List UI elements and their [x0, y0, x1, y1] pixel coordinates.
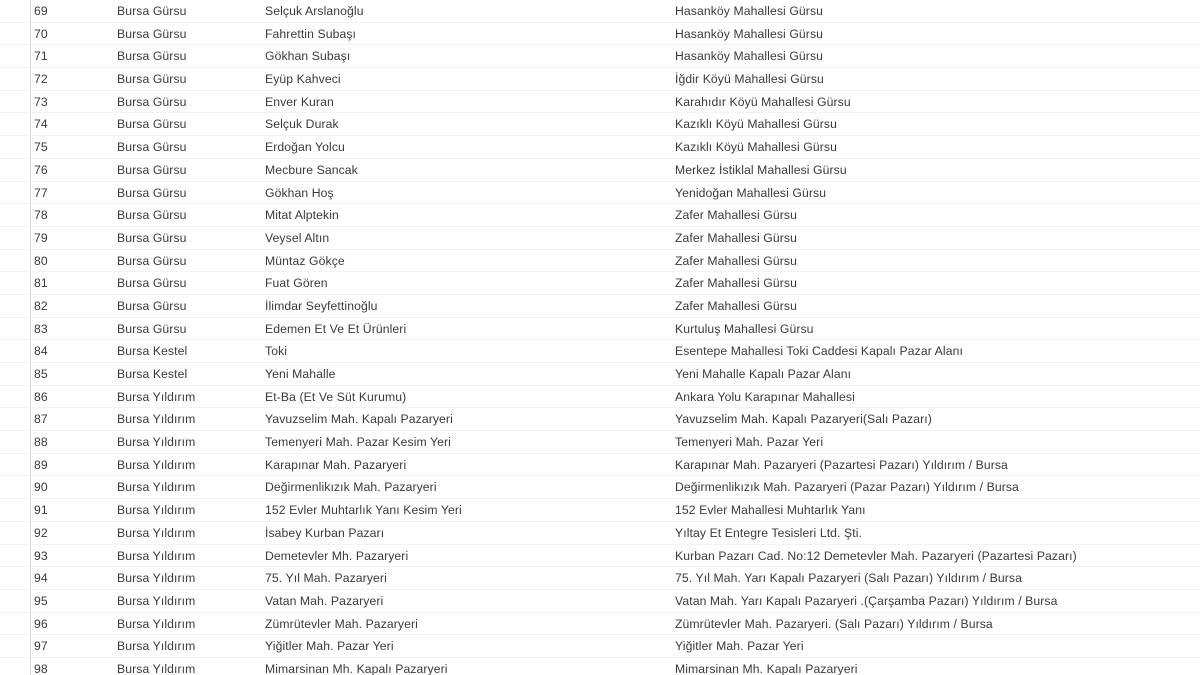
row-address-cell: Zafer Mahallesi Gürsu	[675, 208, 797, 223]
row-name-cell: Erdoğan Yolcu	[265, 140, 345, 155]
table-row	[0, 386, 1200, 409]
row-city-cell: Bursa Gürsu	[117, 276, 187, 291]
row-address-cell: Yıltay Et Entegre Tesisleri Ltd. Şti.	[675, 525, 863, 540]
row-address-cell: Karapınar Mah. Pazaryeri (Pazartesi Pazarı) Yıldırım / Bursa	[675, 457, 1008, 472]
table-row	[0, 363, 1200, 386]
row-number-cell: 96	[34, 616, 48, 631]
row-address-cell: Vatan Mah. Yarı Kapalı Pazaryeri .(Çarşamba Pazarı) Yıldırım / Bursa	[675, 593, 1058, 608]
row-city-cell: Bursa Yıldırım	[117, 571, 196, 586]
table-row	[0, 408, 1200, 431]
row-city-cell: Bursa Gürsu	[117, 230, 187, 245]
row-city-cell: Bursa Gürsu	[117, 253, 187, 268]
row-address-cell: Kurban Pazarı Cad. No:12 Demetevler Mah. Pazaryeri (Pazartesi Pazarı)	[675, 548, 1077, 563]
table-row	[0, 318, 1200, 341]
row-number-cell: 82	[34, 298, 48, 313]
row-city-cell: Bursa Gürsu	[117, 94, 187, 109]
row-address-cell: Yiğitler Mah. Pazar Yeri	[675, 639, 804, 654]
table-row	[0, 182, 1200, 205]
row-number-cell: 98	[34, 661, 48, 675]
row-number-cell: 95	[34, 593, 48, 608]
row-number-cell: 75	[34, 140, 48, 155]
table-row	[0, 45, 1200, 68]
table-row	[0, 91, 1200, 114]
row-number-cell: 69	[34, 4, 48, 18]
row-number-cell: 77	[34, 185, 48, 200]
row-name-cell: Vatan Mah. Pazaryeri	[265, 593, 384, 608]
row-name-cell: Edemen Et Ve Et Ürünleri	[265, 321, 407, 336]
row-name-cell: Toki	[265, 344, 288, 359]
table-row	[0, 476, 1200, 499]
row-name-cell: Yiğitler Mah. Pazar Yeri	[265, 639, 394, 654]
row-address-cell: Değirmenlikızık Mah. Pazaryeri (Pazar Pazarı) Yıldırım / Bursa	[675, 480, 1019, 495]
row-address-cell: Mimarsinan Mh. Kapalı Pazaryeri	[675, 661, 858, 675]
row-city-cell: Bursa Yıldırım	[117, 616, 196, 631]
row-city-cell: Bursa Gürsu	[117, 72, 187, 87]
row-number-cell: 71	[34, 49, 48, 64]
row-number-cell: 73	[34, 94, 48, 109]
row-address-cell: Hasanköy Mahallesi Gürsu	[675, 4, 824, 18]
row-address-cell: Esentepe Mahallesi Toki Caddesi Kapalı Pazar Alanı	[675, 344, 963, 359]
row-name-cell: İlimdar Seyfettinoğlu	[265, 298, 378, 313]
row-address-cell: Zafer Mahallesi Gürsu	[675, 230, 797, 245]
row-number-cell: 89	[34, 457, 48, 472]
row-number-cell: 97	[34, 639, 48, 654]
row-city-cell: Bursa Kestel	[117, 367, 188, 381]
row-number-cell: 74	[34, 117, 48, 132]
row-name-cell: İsabey Kurban Pazarı	[265, 525, 385, 540]
row-name-cell: Enver Kuran	[265, 94, 334, 109]
row-address-cell: Yenidoğan Mahallesi Gürsu	[675, 185, 827, 200]
row-number-cell: 72	[34, 72, 48, 87]
table-row	[0, 545, 1200, 568]
table-row	[0, 0, 1200, 23]
row-number-cell: 83	[34, 321, 48, 336]
row-city-cell: Bursa Yıldırım	[117, 389, 196, 404]
row-city-cell: Bursa Yıldırım	[117, 412, 196, 427]
row-city-cell: Bursa Gürsu	[117, 162, 187, 177]
row-number-cell: 93	[34, 548, 48, 563]
table-row	[0, 159, 1200, 182]
table-row	[0, 113, 1200, 136]
table-row	[0, 295, 1200, 318]
row-name-cell: Mitat Alptekin	[265, 208, 339, 223]
row-address-cell: Karahıdır Köyü Mahallesi Gürsu	[675, 94, 851, 109]
row-city-cell: Bursa Gürsu	[117, 117, 187, 132]
row-city-cell: Bursa Yıldırım	[117, 661, 196, 675]
row-name-cell: Fuat Gören	[265, 276, 328, 291]
row-address-cell: Merkez İstiklal Mahallesi Gürsu	[675, 162, 847, 177]
table-row	[0, 272, 1200, 295]
row-name-cell: Veysel Altın	[265, 230, 330, 245]
row-name-cell: Karapınar Mah. Pazaryeri	[265, 457, 407, 472]
row-name-cell: Selçuk Durak	[265, 117, 339, 132]
row-address-cell: Kazıklı Köyü Mahallesi Gürsu	[675, 140, 837, 155]
table-row	[0, 499, 1200, 522]
table-row	[0, 23, 1200, 46]
table-row	[0, 658, 1200, 675]
row-address-cell: Zafer Mahallesi Gürsu	[675, 253, 797, 268]
row-address-cell: Ankara Yolu Karapınar Mahallesi	[675, 389, 855, 404]
row-number-cell: 92	[34, 525, 48, 540]
row-number-cell: 70	[34, 26, 48, 41]
table-row	[0, 136, 1200, 159]
row-city-cell: Bursa Gürsu	[117, 185, 187, 200]
table-row	[0, 635, 1200, 658]
row-name-cell: Mimarsinan Mh. Kapalı Pazaryeri	[265, 661, 448, 675]
row-name-cell: Fahrettin Subaşı	[265, 26, 357, 41]
row-name-cell: Zümrütevler Mah. Pazaryeri	[265, 616, 418, 631]
row-number-cell: 84	[34, 344, 48, 359]
row-name-cell: Gökhan Subaşı	[265, 49, 351, 64]
table-row	[0, 590, 1200, 613]
row-city-cell: Bursa Yıldırım	[117, 457, 196, 472]
row-address-cell: Yeni Mahalle Kapalı Pazar Alanı	[675, 367, 852, 381]
row-city-cell: Bursa Gürsu	[117, 298, 187, 313]
row-city-cell: Bursa Yıldırım	[117, 548, 196, 563]
row-address-cell: İğdir Köyü Mahallesi Gürsu	[675, 72, 824, 87]
table-row	[0, 431, 1200, 454]
row-number-cell: 90	[34, 480, 48, 495]
row-number-cell: 86	[34, 389, 48, 404]
row-name-cell: Yavuzselim Mah. Kapalı Pazaryeri	[265, 412, 453, 427]
table-row	[0, 68, 1200, 91]
row-name-cell: 75. Yıl Mah. Pazaryeri	[265, 571, 387, 586]
row-address-cell: Kazıklı Köyü Mahallesi Gürsu	[675, 117, 837, 132]
row-address-cell: Zümrütevler Mah. Pazaryeri. (Salı Pazarı) Yıldırım / Bursa	[675, 616, 993, 631]
table-row	[0, 454, 1200, 477]
row-city-cell: Bursa Yıldırım	[117, 503, 196, 518]
row-address-cell: 152 Evler Mahallesi Muhtarlık Yanı	[675, 503, 866, 518]
row-city-cell: Bursa Gürsu	[117, 321, 187, 336]
row-name-cell: Mecbure Sancak	[265, 162, 358, 177]
table-row	[0, 522, 1200, 545]
row-city-cell: Bursa Yıldırım	[117, 480, 196, 495]
row-name-cell: Demetevler Mh. Pazaryeri	[265, 548, 409, 563]
row-address-cell: Hasanköy Mahallesi Gürsu	[675, 26, 824, 41]
row-address-cell: Zafer Mahallesi Gürsu	[675, 298, 797, 313]
row-name-cell: Selçuk Arslanoğlu	[265, 4, 364, 18]
row-number-cell: 78	[34, 208, 48, 223]
row-number-cell: 81	[34, 276, 48, 291]
table-row	[0, 340, 1200, 363]
row-city-cell: Bursa Gürsu	[117, 208, 187, 223]
row-name-cell: Değirmenlikızık Mah. Pazaryeri	[265, 480, 437, 495]
row-name-cell: Et-Ba (Et Ve Süt Kurumu)	[265, 389, 407, 404]
row-address-cell: Kurtuluş Mahallesi Gürsu	[675, 321, 814, 336]
row-number-cell: 85	[34, 367, 48, 381]
row-address-cell: Zafer Mahallesi Gürsu	[675, 276, 797, 291]
row-number-cell: 76	[34, 162, 48, 177]
row-number-cell: 79	[34, 230, 48, 245]
row-city-cell: Bursa Yıldırım	[117, 435, 196, 450]
row-number-cell: 87	[34, 412, 48, 427]
row-city-cell: Bursa Yıldırım	[117, 593, 196, 608]
row-name-cell: Müntaz Gökçe	[265, 253, 345, 268]
row-city-cell: Bursa Kestel	[117, 344, 188, 359]
row-number-cell: 80	[34, 253, 48, 268]
row-number-cell: 94	[34, 571, 48, 586]
table-row	[0, 250, 1200, 273]
row-city-cell: Bursa Gürsu	[117, 49, 187, 64]
row-city-cell: Bursa Gürsu	[117, 140, 187, 155]
row-name-cell: Eyüp Kahveci	[265, 72, 341, 87]
row-address-cell: Temenyeri Mah. Pazar Yeri	[675, 435, 824, 450]
row-number-cell: 88	[34, 435, 48, 450]
table-row	[0, 227, 1200, 250]
row-city-cell: Bursa Yıldırım	[117, 525, 196, 540]
row-name-cell: 152 Evler Muhtarlık Yanı Kesim Yeri	[265, 503, 462, 518]
row-city-cell: Bursa Gürsu	[117, 26, 187, 41]
row-address-cell: Yavuzselim Mah. Kapalı Pazaryeri(Salı Pazarı)	[675, 412, 932, 427]
row-name-cell: Temenyeri Mah. Pazar Kesim Yeri	[265, 435, 451, 450]
row-number-cell: 91	[34, 503, 48, 518]
row-city-cell: Bursa Yıldırım	[117, 639, 196, 654]
table-row	[0, 613, 1200, 636]
row-address-cell: 75. Yıl Mah. Yarı Kapalı Pazaryeri (Salı Pazarı) Yıldırım / Bursa	[675, 571, 1022, 586]
row-address-cell: Hasanköy Mahallesi Gürsu	[675, 49, 824, 64]
row-name-cell: Yeni Mahalle	[265, 367, 336, 381]
row-name-cell: Gökhan Hoş	[265, 185, 334, 200]
row-city-cell: Bursa Gürsu	[117, 4, 187, 18]
table-row	[0, 204, 1200, 227]
table-row	[0, 567, 1200, 590]
